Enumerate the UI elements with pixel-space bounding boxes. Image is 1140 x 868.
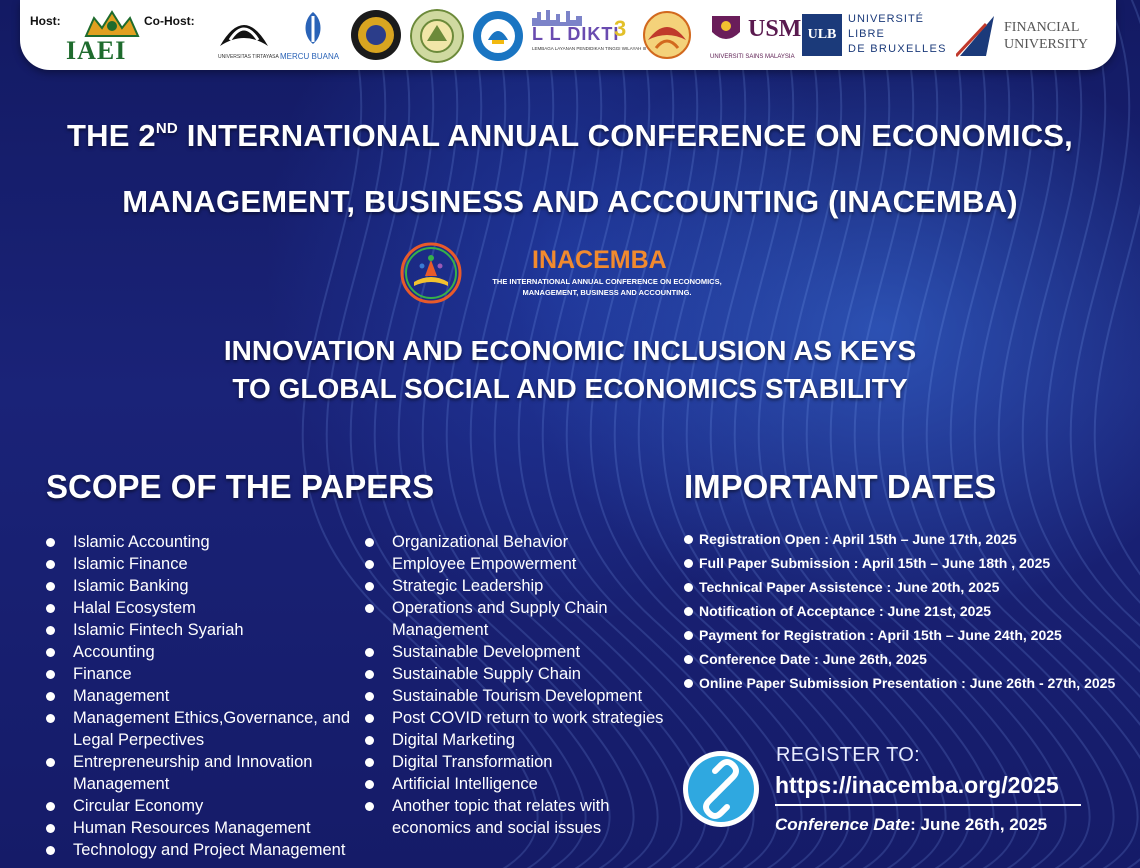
- scope-item: Digital Marketing: [365, 729, 665, 751]
- usm-caption: UNIVERSITI SAINS MALAYSIA: [710, 54, 795, 60]
- iaei-logo-icon: [80, 10, 144, 38]
- scope-item: Islamic Accounting: [46, 531, 352, 553]
- scope-item: Strategic Leadership: [365, 575, 665, 597]
- date-item: Technical Paper Assistence : June 20th, 2025: [684, 575, 1124, 599]
- untirta-caption: UNIVERSITAS TIRTAYASA: [218, 54, 279, 60]
- scope-item: Sustainable Development: [365, 641, 665, 663]
- dates-heading: IMPORTANT DATES: [684, 468, 997, 505]
- iaei-logo-text: IAEI: [66, 36, 127, 65]
- register-url-link[interactable]: https://inacemba.org/2025: [775, 772, 1059, 798]
- date-item: Payment for Registration : April 15th – June 24th, 2025: [684, 623, 1124, 647]
- scope-item: Management Ethics,Governance, and Legal Perpectives: [46, 707, 352, 751]
- scope-item: Artificial Intelligence: [365, 773, 665, 795]
- usm-text: USM: [748, 16, 802, 42]
- scope-item: Post COVID return to work strategies: [365, 707, 665, 729]
- lldikti-text: L L DIKTI: [532, 24, 620, 44]
- register-date-value: : June 26th, 2025: [910, 815, 1048, 834]
- title-ordinal: THE 2: [67, 118, 156, 153]
- ulb-line2: LIBRE: [848, 28, 885, 40]
- scope-list-column1: [46, 531, 352, 861]
- mercu-buana-caption: MERCU BUANA: [280, 52, 340, 61]
- scope-item: Accounting: [46, 641, 352, 663]
- register-label: REGISTER TO:: [776, 744, 921, 766]
- scope-item: Organizational Behavior: [365, 531, 665, 553]
- university-seal-icon: [350, 9, 402, 61]
- register-date-label: Conference Date: [775, 815, 911, 834]
- lldikti-number: 3: [614, 16, 627, 41]
- university-seal-2-icon: [410, 9, 464, 63]
- date-item: Online Paper Submission Presentation : June 26th - 27th, 2025: [684, 671, 1124, 695]
- link-icon: [681, 749, 761, 829]
- theme-line1: INNOVATION AND ECONOMIC INCLUSION AS KEYS: [223, 335, 917, 366]
- scope-item: Islamic Banking: [46, 575, 352, 597]
- scope-item: Human Resources Management: [46, 817, 352, 839]
- date-item: Full Paper Submission : April 15th – June 18th , 2025: [684, 551, 1124, 575]
- inacemba-logo-icon: [400, 242, 462, 304]
- scope-item: Islamic Finance: [46, 553, 352, 575]
- ulb-badge: [802, 14, 842, 56]
- date-item: Conference Date : June 26th, 2025: [684, 647, 1124, 671]
- scope-item: Another topic that relates with economics and social issues: [365, 795, 665, 839]
- ulb-line3: DE BRUXELLES: [848, 43, 947, 55]
- scope-item: Operations and Supply Chain Management: [365, 597, 665, 641]
- date-item: Registration Open : April 15th – June 17th, 2025: [684, 527, 1124, 551]
- inacemba-subtitle-line2: MANAGEMENT, BUSINESS AND ACCOUNTING.: [522, 288, 692, 297]
- register-conference-date: [775, 815, 1047, 835]
- scope-item: Technology and Project Management: [46, 839, 352, 861]
- scope-item: Islamic Fintech Syariah: [46, 619, 352, 641]
- scope-item: Circular Economy: [46, 795, 352, 817]
- sponsor-logo-bar: [20, 0, 1116, 70]
- cohost-label: Co-Host:: [144, 14, 195, 28]
- scope-item: Employee Empowerment: [365, 553, 665, 575]
- scope-list-column2: [365, 531, 665, 839]
- lldikti-caption: LEMBAGA LAYANAN PENDIDIKAN TINGGI WILAYAH III: [532, 46, 647, 51]
- tut-wuri-handayani-logo-icon: [472, 10, 524, 62]
- scope-item: Sustainable Tourism Development: [365, 685, 665, 707]
- untirta-logo-icon: [216, 10, 272, 50]
- theme-line2: TO GLOBAL SOCIAL AND ECONOMICS STABILITY: [232, 373, 908, 404]
- scope-heading: SCOPE OF THE PAPERS: [46, 468, 435, 505]
- scope-item: Management: [46, 685, 352, 707]
- date-item: Notification of Acceptance : June 21st, 2025: [684, 599, 1124, 623]
- conference-title-line1: [0, 118, 1140, 154]
- conference-title-line2: MANAGEMENT, BUSINESS AND ACCOUNTING (INACEMBA): [122, 184, 1018, 219]
- ulb-line1: UNIVERSITÉ: [848, 13, 925, 25]
- financial-university-line2: UNIVERSITY: [1004, 37, 1088, 52]
- scope-item: Sustainable Supply Chain: [365, 663, 665, 685]
- financial-university-logo-icon: [956, 14, 1002, 58]
- host-label: Host:: [30, 14, 61, 28]
- scope-item: Digital Transformation: [365, 751, 665, 773]
- financial-university-line1: FINANCIAL: [1004, 20, 1080, 35]
- ulb-badge-text: ULB: [807, 27, 837, 42]
- inacemba-name: INACEMBA: [532, 246, 667, 274]
- usm-crest-icon: [708, 12, 744, 48]
- important-dates-list: [684, 527, 1124, 695]
- mercu-buana-logo-icon: [298, 10, 328, 46]
- inacemba-subtitle: [478, 276, 736, 298]
- scope-item: Finance: [46, 663, 352, 685]
- register-underline: [775, 804, 1081, 806]
- scope-item: Halal Ecosystem: [46, 597, 352, 619]
- emblem-wing-icon: [638, 10, 696, 60]
- title-ordinal-suffix: ND: [155, 120, 178, 137]
- title-rest: INTERNATIONAL ANNUAL CONFERENCE ON ECONOMICS,: [177, 118, 1073, 153]
- scope-item: Entrepreneurship and Innovation Management: [46, 751, 352, 795]
- inacemba-subtitle-line1: THE INTERNATIONAL ANNUAL CONFERENCE ON ECONOMICS,: [492, 277, 722, 286]
